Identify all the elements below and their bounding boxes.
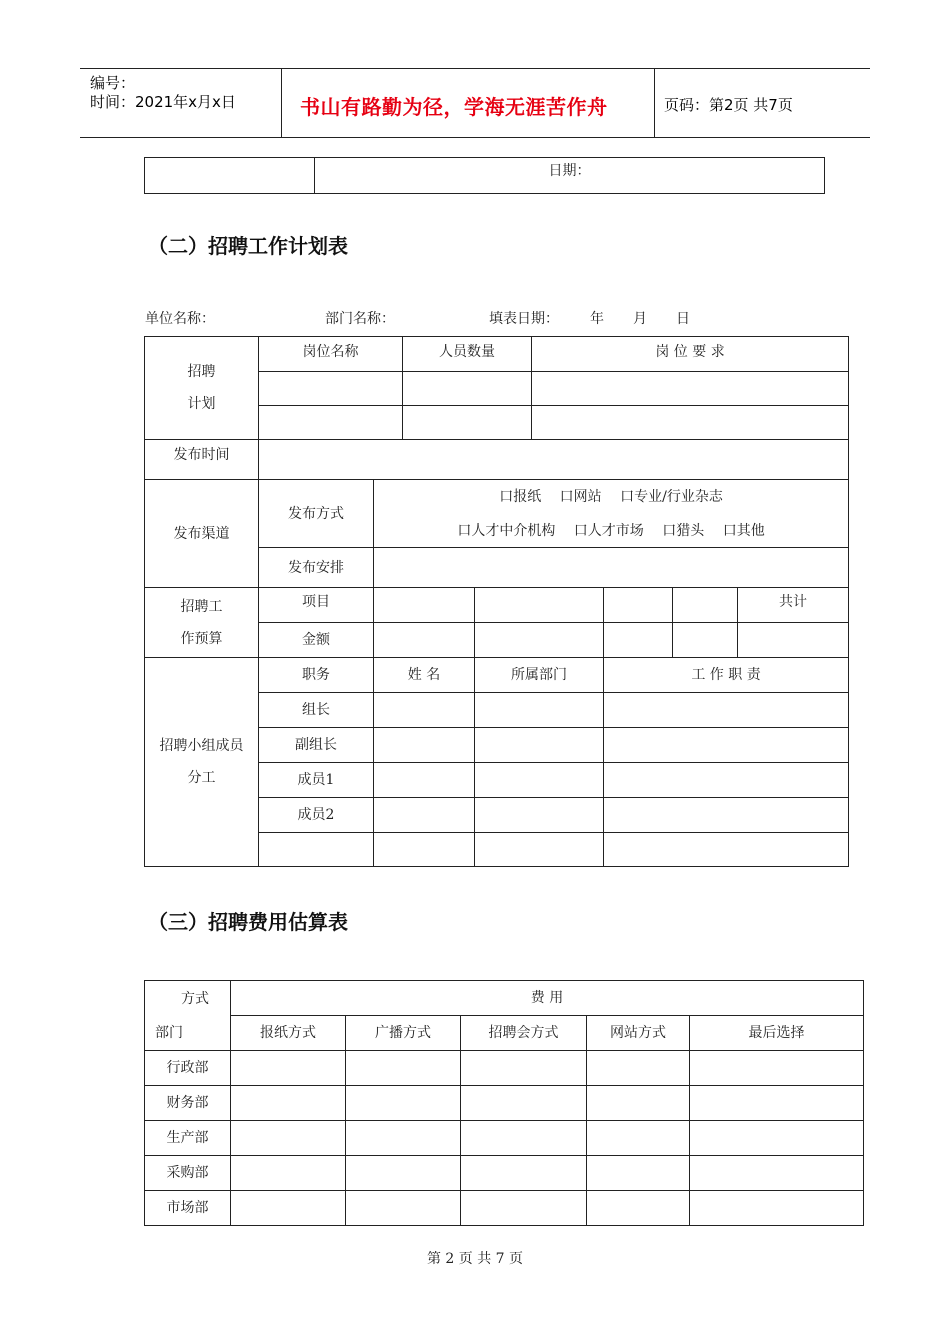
table-cell[interactable]: [690, 1156, 864, 1191]
col-newspaper: 报纸方式: [231, 1016, 346, 1051]
header-divider: [281, 69, 282, 137]
col-job-fair: 招聘会方式: [461, 1016, 587, 1051]
row-finance: 财务部: [145, 1086, 231, 1121]
table-cell[interactable]: [231, 1191, 346, 1226]
publish-arrangement-value[interactable]: [374, 548, 849, 588]
table-cell[interactable]: [475, 623, 604, 658]
cost-estimate-table: [144, 980, 864, 1226]
table-cell[interactable]: [461, 1121, 587, 1156]
role-member-1: 成员1: [259, 763, 374, 798]
team-label: [145, 658, 259, 867]
table-cell[interactable]: [374, 588, 475, 623]
fill-date-label: 填表日期：: [489, 311, 559, 327]
table-cell[interactable]: [690, 1191, 864, 1226]
table-cell[interactable]: [604, 623, 673, 658]
table-cell[interactable]: [587, 1086, 690, 1121]
table-cell[interactable]: [690, 1086, 864, 1121]
col-final-choice: 最后选择: [690, 1016, 864, 1051]
table-cell[interactable]: [461, 1191, 587, 1226]
table-cell[interactable]: [475, 693, 604, 728]
row-purchasing: 采购部: [145, 1156, 231, 1191]
row-marketing: 市场部: [145, 1191, 231, 1226]
col-position-name: 岗位名称: [259, 337, 403, 372]
table-cell[interactable]: [587, 1121, 690, 1156]
col-department: 所属部门: [475, 658, 604, 693]
option-talent-market[interactable]: 口人才市场: [573, 522, 644, 539]
option-agency[interactable]: 口人才中介机构: [457, 522, 556, 539]
table-cell[interactable]: [690, 1051, 864, 1086]
table-cell[interactable]: [374, 728, 475, 763]
table-cell[interactable]: [587, 1051, 690, 1086]
table-cell: [145, 158, 315, 194]
item-label: 项目: [259, 588, 374, 623]
doc-number-label: 编号：: [90, 74, 136, 92]
table-cell[interactable]: [374, 833, 475, 867]
table-cell[interactable]: [475, 728, 604, 763]
role-member-2: 成员2: [259, 798, 374, 833]
table-cell[interactable]: [532, 372, 849, 406]
method-label: 方式: [181, 990, 209, 1007]
recruit-plan-table: [144, 336, 849, 867]
table-cell[interactable]: [231, 1156, 346, 1191]
option-newspaper[interactable]: 口报纸: [499, 488, 542, 505]
table-cell[interactable]: [374, 798, 475, 833]
table-cell[interactable]: [346, 1086, 461, 1121]
col-duty: 职务: [259, 658, 374, 693]
plan-label-1: 招聘: [187, 364, 216, 380]
table-cell[interactable]: [587, 1156, 690, 1191]
header-page-label: 页码：第2页 共7页: [664, 96, 793, 114]
publish-method-options: [374, 480, 849, 548]
table-cell[interactable]: [461, 1086, 587, 1121]
dept-label: 部门: [155, 1024, 183, 1041]
table-cell[interactable]: [231, 1121, 346, 1156]
table-cell[interactable]: [374, 693, 475, 728]
publish-arrangement-label: 发布安排: [259, 548, 374, 588]
table-cell[interactable]: [475, 833, 604, 867]
option-magazine[interactable]: 口专业/行业杂志: [620, 488, 723, 505]
table-cell[interactable]: [690, 1121, 864, 1156]
section-title-cost-estimate: （三）招聘费用估算表: [148, 910, 348, 934]
team-label-1: 招聘小组成员: [159, 738, 244, 754]
col-website: 网站方式: [587, 1016, 690, 1051]
option-headhunter[interactable]: 口猎头: [662, 522, 705, 539]
col-responsibility: 工 作 职 责: [604, 658, 849, 693]
table-cell[interactable]: [259, 406, 403, 440]
table-cell[interactable]: [673, 588, 738, 623]
amount-label: 金额: [259, 623, 374, 658]
table-cell[interactable]: [346, 1191, 461, 1226]
table-cell[interactable]: [403, 372, 532, 406]
table-cell[interactable]: [374, 623, 475, 658]
budget-label-1: 招聘工: [180, 598, 223, 615]
unit-name-label: 单位名称：: [145, 311, 215, 327]
table-cell[interactable]: [673, 623, 738, 658]
option-website[interactable]: 口网站: [559, 488, 602, 505]
doc-time-label: 时间：2021年x月x日: [90, 93, 236, 111]
table-cell[interactable]: [346, 1121, 461, 1156]
table-cell[interactable]: [259, 372, 403, 406]
section-title-recruit-plan: （二）招聘工作计划表: [148, 234, 348, 258]
table-cell[interactable]: [346, 1156, 461, 1191]
table-cell[interactable]: [461, 1156, 587, 1191]
dept-name-label: 部门名称：: [325, 311, 395, 327]
table-cell[interactable]: [461, 1051, 587, 1086]
row-admin: 行政部: [145, 1051, 231, 1086]
table-cell[interactable]: [475, 763, 604, 798]
table-cell[interactable]: [231, 1086, 346, 1121]
table-cell[interactable]: [346, 1051, 461, 1086]
col-name: 姓 名: [374, 658, 475, 693]
publish-method-label: 发布方式: [259, 480, 374, 548]
total-label: 共计: [738, 588, 849, 623]
fee-header: 费 用: [231, 981, 864, 1016]
table-cell[interactable]: [604, 833, 849, 867]
col-requirement: 岗 位 要 求: [532, 337, 849, 372]
table-cell[interactable]: [475, 588, 604, 623]
date-cell: 日期：: [315, 158, 825, 194]
table-cell[interactable]: [231, 1051, 346, 1086]
role-deputy-leader: 副组长: [259, 728, 374, 763]
table-cell[interactable]: [532, 406, 849, 440]
page-header: [80, 68, 870, 138]
plan-row-header: [145, 337, 259, 440]
table-cell[interactable]: [604, 693, 849, 728]
table-cell[interactable]: [587, 1191, 690, 1226]
method-dept-header: [145, 981, 231, 1051]
publish-time-label: 发布时间: [145, 440, 259, 480]
plan-label-2: 计划: [187, 396, 216, 412]
option-other[interactable]: 口其他: [722, 522, 765, 539]
role-blank: [259, 833, 374, 867]
table-cell[interactable]: [403, 406, 532, 440]
budget-label: [145, 588, 259, 658]
top-date-table: [144, 157, 825, 194]
month-label: 月: [633, 311, 647, 327]
publish-time-value[interactable]: [259, 440, 849, 480]
table-cell[interactable]: [604, 763, 849, 798]
role-leader: 组长: [259, 693, 374, 728]
team-label-2: 分工: [187, 770, 216, 786]
header-divider: [654, 69, 655, 137]
budget-label-2: 作预算: [180, 630, 223, 647]
day-label: 日: [676, 311, 690, 327]
col-head-count: 人员数量: [403, 337, 532, 372]
table-cell[interactable]: [604, 728, 849, 763]
channel-label: 发布渠道: [145, 480, 259, 588]
table-cell[interactable]: [374, 763, 475, 798]
col-broadcast: 广播方式: [346, 1016, 461, 1051]
header-slogan: 书山有路勤为径，学海无涯苦作舟: [300, 95, 608, 119]
page-footer: 第 2 页 共 7 页: [426, 1251, 524, 1267]
table-cell[interactable]: [475, 798, 604, 833]
year-label: 年: [590, 311, 604, 327]
table-cell[interactable]: [604, 798, 849, 833]
row-production: 生产部: [145, 1121, 231, 1156]
table-cell[interactable]: [738, 623, 849, 658]
table-cell[interactable]: [604, 588, 673, 623]
